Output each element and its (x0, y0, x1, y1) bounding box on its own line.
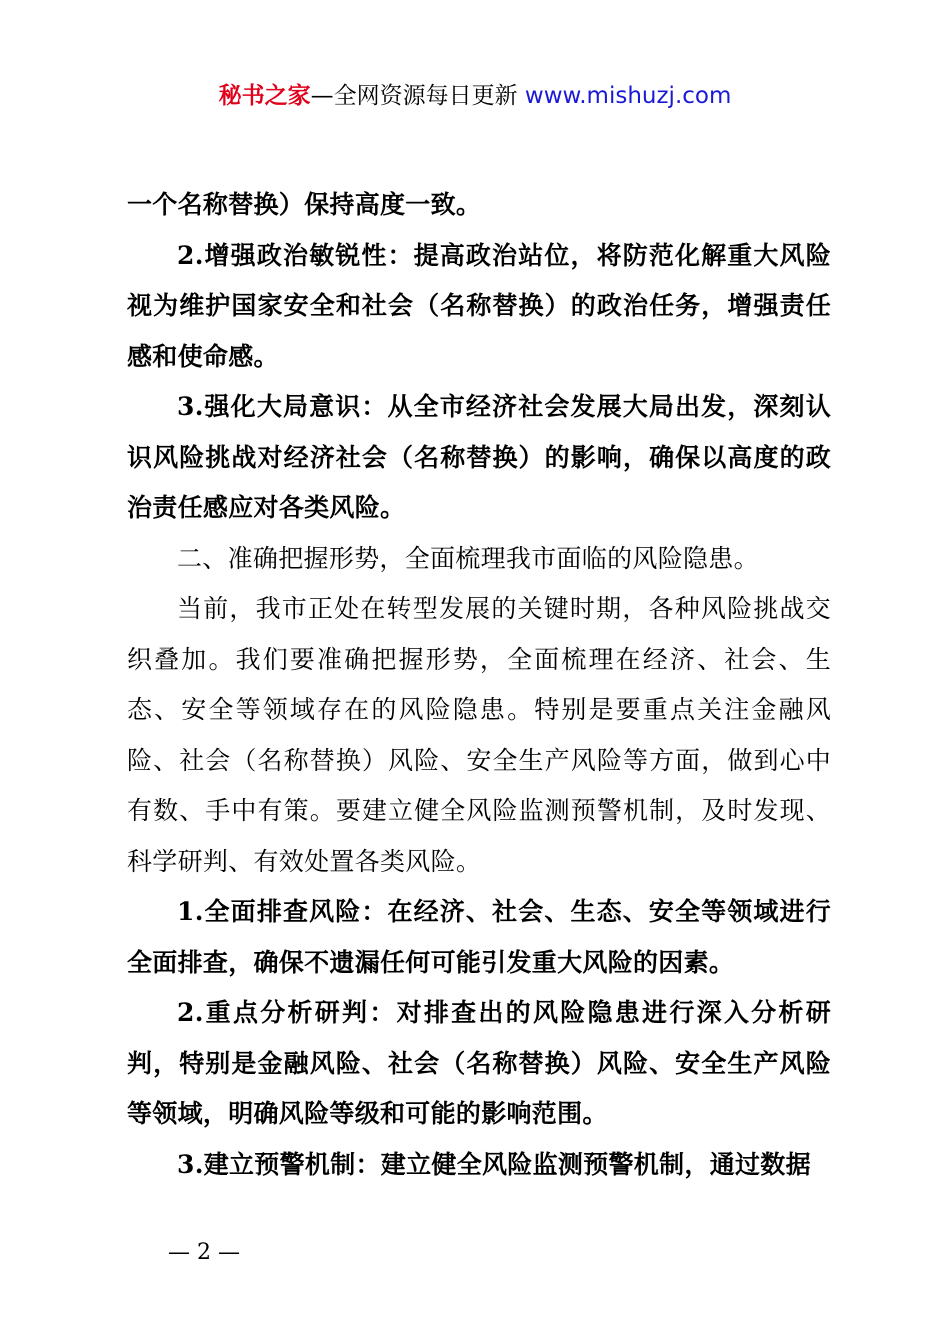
list-item-text: 全面排查风险：在经济、社会、生态、安全等领域进行全面排查，确保不遗漏任何可能引发重大风险的因素。 (127, 897, 831, 977)
body-paragraph (127, 584, 831, 887)
list-item (127, 988, 831, 1140)
site-header (0, 80, 950, 112)
document-body (127, 180, 831, 1190)
section-heading (127, 534, 831, 585)
list-item-text: 强化大局意识：从全市经济社会发展大局出发，深刻认识风险挑战对经济社会（名称替换）的影响，确保以高度的政治责任感应对各类风险。 (127, 392, 831, 522)
list-item-text: 增强政治敏锐性：提高政治站位，将防范化解重大风险视为维护国家安全和社会（名称替换）的政治任务，增强责任感和使命感。 (127, 240, 831, 371)
paragraph-text: 当前，我市正处在转型发展的关键时期，各种风险挑战交织叠加。我们要准确把握形势，全面梳理在经济、社会、生态、安全等领域存在的风险隐患。特别是要重点关注金融风险、社会（名称替换）风险、安全生产风险等方面，做到心中有数、手中有策。要建立健全风险监测预警机制，及时发现、科学研判、有效处置各类风险。 (127, 594, 831, 876)
paragraph-text: 一个名称替换）保持高度一致。 (127, 190, 482, 219)
header-tagline: —全网资源每日更新 (310, 83, 518, 109)
list-item (127, 231, 831, 383)
list-item-number: 3. (177, 1149, 204, 1179)
paragraph-continuation (127, 180, 831, 231)
list-item-number: 1. (177, 897, 204, 926)
list-item-number: 2. (177, 998, 204, 1027)
page-number: — 2 — (168, 1240, 240, 1265)
list-item-text: 建立预警机制：建立健全风险监测预警机制，通过数据 (203, 1149, 811, 1179)
list-item-number: 2. (177, 240, 204, 270)
site-url-link[interactable]: www.mishuzj.com (524, 83, 732, 109)
list-item-number: 3. (177, 392, 204, 421)
list-item (127, 1140, 831, 1191)
list-item (127, 887, 831, 988)
brand-name: 秘书之家 (218, 83, 311, 109)
list-item (127, 382, 831, 534)
list-item-text: 重点分析研判：对排查出的风险隐患进行深入分析研判，特别是金融风险、社会（名称替换）风险、安全生产风险等领域，明确风险等级和可能的影响范围。 (127, 998, 831, 1128)
section-heading-text: 二、准确把握形势，全面梳理我市面临的风险隐患。 (177, 543, 759, 573)
